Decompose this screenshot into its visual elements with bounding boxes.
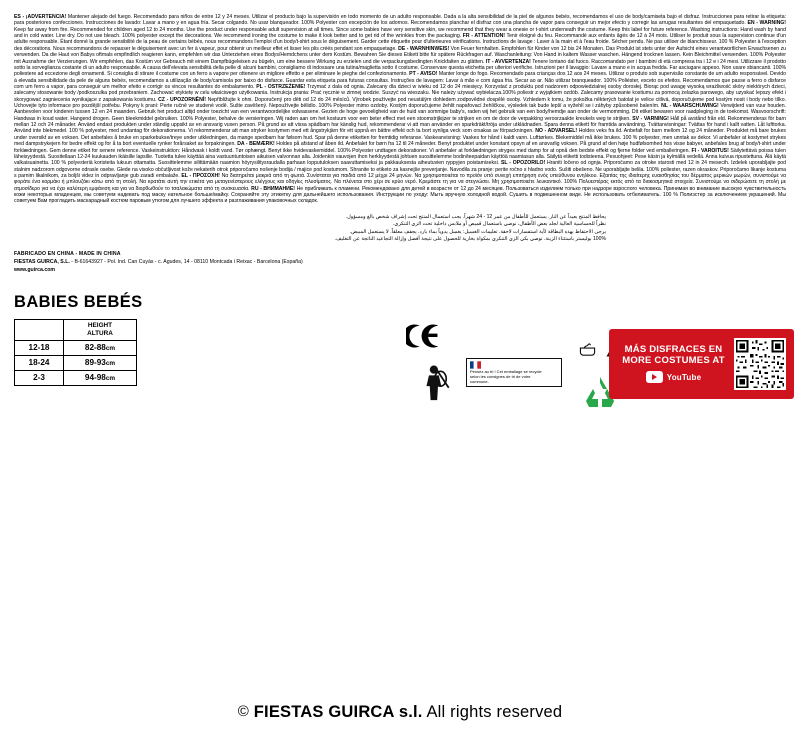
size-chart-block — [14, 293, 234, 386]
copyright-symbol: © — [237, 703, 249, 720]
youtube-icon — [646, 371, 663, 383]
promo-line-es: MÁS DISFRACES EN — [624, 343, 723, 355]
manufacturer-info — [14, 251, 786, 274]
size-age: 12-18 — [15, 340, 64, 355]
brand-name: FIESTAS GUIRCA s.l. — [253, 703, 423, 721]
arabic-line: يرجى الاحتفاظ بهذه البطاقة لأية استفسارات لاحقة. تعليمات الغسيل: يغسل يدوياً بماء بارد. يجفف معلقاً. لا يستعمل المبيض. — [349, 228, 606, 235]
company-website: www.guirca.com — [14, 266, 56, 273]
fr-recycling-note — [466, 358, 562, 387]
table-header-row — [15, 319, 137, 340]
size-height — [64, 355, 137, 370]
france-flag-icon — [470, 361, 481, 369]
size-height-value: 82-88 — [84, 343, 106, 353]
ce-mark-icon — [406, 323, 440, 349]
rights-text: All rights reserved — [426, 703, 563, 721]
table-row — [15, 370, 137, 385]
size-header-height-en: HEIGHT — [87, 321, 113, 329]
no-mask-for-children-icon — [424, 363, 452, 406]
promo-text — [617, 344, 730, 383]
arabic-warnings — [14, 214, 606, 244]
company-name: FIESTAS GUIRCA, S.L. — [14, 259, 70, 266]
qr-code[interactable] — [734, 338, 786, 390]
icon-strip — [244, 301, 800, 421]
size-chart-title: BABIES BEBÉS — [14, 292, 143, 311]
size-age: 2-3 — [15, 370, 64, 385]
size-header-height — [64, 319, 137, 340]
promo-banner[interactable] — [609, 329, 794, 399]
size-age: 18-24 — [15, 355, 64, 370]
size-header-height-es: ALTURA — [87, 329, 113, 337]
size-height — [64, 370, 137, 385]
size-height-value: 94-98 — [84, 373, 106, 383]
hand-wash-icon — [579, 341, 596, 358]
company-address: - B-61643927 - Pol. Ind. Can Cuyás - c. Agudes, 14 - 08110 Montcada i Reixac - Barcelona (España) — [71, 259, 303, 266]
youtube-badge[interactable] — [617, 371, 730, 383]
arabic-line: يحافظ المنتج بعيداً عن النار. يستعمل للأطفال من عمر 12 - 24 شهراً. يجب استعمال المنتج تحت إشراف شخص بالغ ومسؤول. — [345, 213, 606, 220]
fr-recycling-text: Pensez au tri ! Cet emballage se recycle selon les consignes de tri de votre commune. — [470, 368, 542, 384]
size-height-unit: cm — [105, 345, 116, 353]
size-height-value: 89-93 — [84, 358, 106, 368]
arabic-line: 100% بوليستر باستثناء الزينة. نوصي بكي الزي التنكري بمكواة بخارية للحصول على نتيجة أفضل وإزالة التجاعيد الناتجة عن التغليف. — [334, 235, 606, 242]
size-height — [64, 340, 137, 355]
size-header-empty — [15, 319, 64, 340]
multilingual-warnings — [14, 14, 786, 243]
made-in-text: FABRICADO EN CHINA - MADE IN CHINA — [14, 251, 121, 258]
warnings-text: ES - ¡ADVERTENCIA! Mantener alejado del fuego. Recomendado para niños de entre 12 y 24 meses. Utilizar el producto bajo la supervisión en todo momento de un adulto responsable. Dada a la alta sensibilidad de la piel de algunos bebés, recomendamos el uso de body/camiseta bajo el disfraz. Instrucciones para retirar la etiqueta: para posteriores confecciones. Instrucciones de lavado: Lavar a mano y en agua fría. Secar colgando. No usar blanqueador. 100% Polyester con excepción de los adornos. Recomendamos planchar el disfraz con una plancha de vapor para conseguir un mejor efecto y corregir las arrugas resultantes del empaquetado. EN - WARNING! Keep far away from fire. Recommended for children aged 12 to 24 months. Use the product under responsable adult supervision at all times. Since some babies have very sensitive skin, we recommend that they wear a onesie or t-shirt underneath the costume. Keep this label for future reference. Washing instructions: Hand wash by hand and in cold water. Line dry. Do not use bleach. 100% polyester except the decorations. We recommend ironing the costume to make it look better and to get rid of the wrinkles from the packaging. FR - ATTENTION! Tenir éloigné du feu. Recommandé aux enfants âgés de 12 à 24 mois. Utiliser le produit sous la supervision continue d'un adulte responsable. Étant donné la grande sensibilité de la peau de certains bébés, nous recommandons l'emploi d'un body/t-shirt sous le déguisement. Garder cette étiquette pour d'ulterieures vérifications. Instructions de lavage : Laver à la main et à l'eau froide. Sécher pendu. Ne pas utiliser de blanchisseur. 100 % Polyester à l'exception des décorations. Nous recommandons de repasser le déguisement avec un fer à vapeur, pour obtenir un meilleur effet et lisser les plis créés pendant son empaquetage. DE - WARNHINWEIS! Von Feuer fernhalten. Empfohlen für Kinder von 12 bis 24 Monaten. Das Produkt ist stets unter der Aufsicht eines verantwortlichen Erwachsenen zu verwenden. Da die Haut von Babys oftmals empfindlich reagieren kann, empfehlen wir das Unterziehen eines Bodys/Hemdchens unter dem Kostüm. Bewahren Sie dieses Etikett bitte für spätere Rückfragen auf. Waschanleitung: Von Hand in kaltem Wasser waschen. Hängend trocknen lassen. Kein Bleichmittel verwenden. 100% Polyester mit Ausnahme der Verzierungen. Wir empfehlen, das Kostüm vor Gebrauch mit einem Dampfbügeleisen zu bügeln, um eine bessere Wirkung zu erzielen und die verpackungsbedingten Knickfalten zu glätten. IT - AVVERTENZA! Tenere lontano dal fuoco. Raccomandato per i bambini di età compresa tra i 12 e i 24 mesi. Utilizzare il prodotto sotto la sorveglianza costante di un adulto responsabile. A causa dell'elevata sensibilità della pelle di alcuni bambini, consigliamo di indossare una tutina/maglietta sotto il costume. Conservare questa etichetta per ulteriori verifiche. Istruzioni per il lavaggio: Lavare a mano e in acqua fredda. Far asciugare appeso. Non usare sbiancanti. 100% poliestere ad eccezione degli ornamenti. Si consiglia di stirare il costume con un ferro a vapore per ottenere un migliore effetto e per eliminare le pieghe del confezionamento. PT - AVISO! Manter longe do fogo. Recomendado para crianças dos 12 aos 24 meses. Utilizar o produto sob supervisão constante de um adulto responsável. Devido à elevada sensibilidade da pele de alguns bebés, recomendamos a utilização de body/camisola por baixo do disfarce. Guardar esta etiqueta para futuras consultas. Instruções de lavagem: Lavar à mão e com água fria. Secar ao ar. Não utilizar branqueador. 100% Poliéster, exceto os efeitos. Recomendamos que passe a ferro o disfarce com um ferro a vapor, para conseguir um melhor efeito e corrigir os vincos resultantes do embalamento. PL - OSTRZEŻENIE! Trzymać z dala od ognia. Zalecany dla dzieci w wieku od 12 do 24 miesięcy. Korzystać z produktu pod nadzorem odpowiedzialnej osoby dorosłej. Biorąc pod uwagę wysoką wrażliwość skóry niektórych dzieci, zalecamy stosowanie body /podkoszulka pod przebraniem. Zachować etykietę w celu właściwego użytkowania. Instrukcja prania: Prać ręcznie w zimnej wodzie. Suszyć na wieszaku. Nie należy używać wybielacza.100% poliestr z wyjątkiem ozdób. Zalecamy prasowanie kostiumu za pomocą żelazka parowego, aby uzyskać lepszy efekt i skorygować zagniecenia wynikające z zapakowania kostiumu. CZ - UPOZORNĚNÍ! Nepřibližujte k ohni. Doporučený pro děti od 12 do 24 měsíců. Výrobek používejte pod neustálým dohledem zodpovědné dospělé osoby. Vzhledem k tomu, že pokožka některých batolat je velice citlivá, doporučujeme pod kostým nosit i body nebo tílko. Uchovejte tyto informace pro pozdější potřebu. Pokyny k praní: Perte ručně ve studené vodě. Sušte zavěšený. Nepoužívejte bělidlo. 100% Polyester mimo ozdoby. Kostým doporučujeme žehlit napařovací žehličkou, výsledek tak bude lepší a vyžehlí se i záhyby způsobené balením. NL - WAARSCHUWING! Verwijderd van vuur houden. Aanbevolen voor kinderen tussen 12 en 24 maanden. Gebruik het product altijd onder toezicht van een verantwoordelijke volwassene. Gezien de hoge gevoeligheid van de huid van sommige baby's, raden wij het gebruik van een body/hemdje aan onder de vermomming. Dit etiket bewaren voor raadpleging in de toekomst. Wasvoorschrift: Handwas in koud water. Hangend drogen. Geen bleekmiddel gebruiken. 100% Polyester, behalve de versieringen. Wij raden aan om het kostuum voor een beter effect met een stoomstrijkijzer te strijken en om de door de verpakking veroorzaakte kreukels weg te strijken. SV - VARNING! Håll på avstånd från eld. Rekommenderas för barn mellan 12 och 24 månader. Använd endast produkten under ständig uppsikt av en ansvarig vuxen person. På grund av att vissa spädbarn har känslig hud, rekommenderar vi att man använder en sparkdräkt/tröja under utklädnaden. Spara denna etikett för framtida användning. Tvättanvisningar: Tvättas för hand i kallt vatten. Låt lufttorka. Använd inte blekmedel. 100 % polyester, med undantag för dekorationerna. Vi rekommenderar att man stryker kostymen med ett ångstrykjärn för ett uppnå en bättre effekt och ta bort synliga veck som orsakas av förpackningen. NO - ADVARSEL! Holdes veks fra ild. Anbefalt for barn mellom 12 og 24 måneder. Produktet må bare brukes under oversikt av en voksen. Det anbefales å bruke en sparkebukse/treye under utkledningen, da mange spedbarn har følsom hud. Spar på denne etiketten for fremtidig referanse. Vaskeanvisning: Vaskes for hånd i kaldt vann. Lufttørkes. Blekemiddel må ikke brukes. 100 % polyester, men unntak av dekor. Vi anbefaler at kostymet strykes med dampstrykejern for bedre effekt og for å ta bort eventuelle rynker forårsaket av forpakningen. DA - BEMÆRK! Holdes på afstand af åben ild. Anbefalet for børn fra 12 til 24 måneder. Benyt produktet under konstant opsyn af en ansvarlig voksen. På grund af den høje hudfølsomhed hos visse babyer, anbefales brug af body/t-shirt under forklædningen. Gem denne etiket for senere reference. Vaskeinstruktion: Håndvask i koldt vand. Tør ophængt. Benyt ikke hvidevaskemiddel. 100% Polyester undtagen dekorationer. Vi anbefaler at forklædningen stryges med damp for at opnå den bedste effekt og fjerne folder ved emballeringen. FI - VAROITUS! Säilytettävä poissa tulen läheisyydestä. Suositellaan 12-24 kuukauden ikäisille lapsille. Tuotetta tulee käyttää aina vastuuntuntoisen aikuisen valvonnan alla. Joidenkin vauvojen ihon herkkyydestä johtuen suosittelemme bodin/teepaidan käyttöä naamiasun alla. Säilytä etiketti todisteena. Pesuohjeet: Pese käsin ja kylmällä vedellä. Anna kuivua ripustettuna. Älä käytä valkaisuainetta. 100 % polyesteriä koristeita lukuun ottamatta. Suosittelemme silittämään naamion höyrysilitysraudalla parhaan lopputuloksen saavuttamiseksi ja pakkauksesta aiheutuvien ryppyjen poistamiseksi. SL - OPOZORILO! Hraniti ločeno od ognja. Priporočamo za otroke starosti med 12 in 24 mesecih. Izdelek uporabljajte pod stalnim nadzorom odgovorne odrasle osebe. Glede na visoko občutljivost kože nekaterih otrok priporočamo nošenje bodija / majice pod kostumom. Shranite to etiketo za kasnejše preverjanje. Navodila za pranje: perite ročno s hladno vodo. Sušiti obešeno. Ne uporabljajte belila. 100% poliester, razen okraskov. Priporočamo likanje kostuma s parnim likalnikom, za boljši videz in odpravljanje gub zaradi embalaže. EL - ΠΡΟΣΟΧΗ! Να διατηρείται μακριά από τη φωτιά. Συνίσταται για παιδιά από 12 μέχρι 24 μηνών. Να χρησιμοποιείται το προϊόν υπό συνεχή επιτήρηση ενός υπεύθυνου ενηλίκου. Εξαιτίας της ιδιαίτερης ευαισθησίας του δέρματος μερικών μωρών, συνιστούμε να φοράτε ένα κορμάκι ή μπλουζάκι κάτω από τη στολή. Να κρατάτε αυτή την ετικέτα για μεταγενέστερους ελέγχους και οδηγίες πλυσίματος. Να πλένεται στο χέρι σε κρύο νερό. Κρεμάστε τη για να στεγνώσει. Μη χρησιμοποιείτε λευκαντικό. 100% Πολυεστέρας εκτός από τα διακοσμητικά στοιχεία. Συνιστούμε να σιδερώσετε τη στολή με ατμοσίδερο για να έχει καλύτερη εμφάνιση και για να διορθωθούν το τσαλακώματα από τη συσκευασία. RU - ВНИМАНИЕ! Не приближать к пламени. Рекомендовано для детей в возрасте от 12 до 24 месяцев. Пользоваться изделием только при надзоре взрослого человека. Принимая во внимание высокую чувствительность кожи некоторых младенцев, мы советуем надевать под маску нательное больше/майку. Сохраняйте эту этикетку для дальнейшего использования. Инструкции по уходу: Мыть вручную холодной водой. Сушить в подвешенном виде. Не использовать отбеливатель. 100 % Полиэстер за исключением украшений. Мы советуем Вам прогладить маскарадный костюм паровым утюгом для лучшего эффекта и разглаживания упаковочных складок. — [14, 14, 787, 205]
size-table — [14, 319, 137, 386]
table-row — [15, 340, 137, 355]
arabic-line: نظراً للحساسية العالية لجلد بعض الأطفال، نوصي باستعمال قميص أو ملابس داخلية تحت الزي التنكري. — [392, 221, 606, 228]
lower-panel — [14, 293, 786, 443]
footer-copyright — [0, 703, 800, 722]
promo-line-en: MORE COSTUMES AT — [622, 355, 725, 367]
size-height-unit: cm — [105, 360, 116, 368]
size-height-unit: cm — [105, 375, 116, 383]
table-row — [15, 355, 137, 370]
youtube-label: YouTube — [666, 372, 702, 382]
company-address-line — [14, 259, 786, 267]
